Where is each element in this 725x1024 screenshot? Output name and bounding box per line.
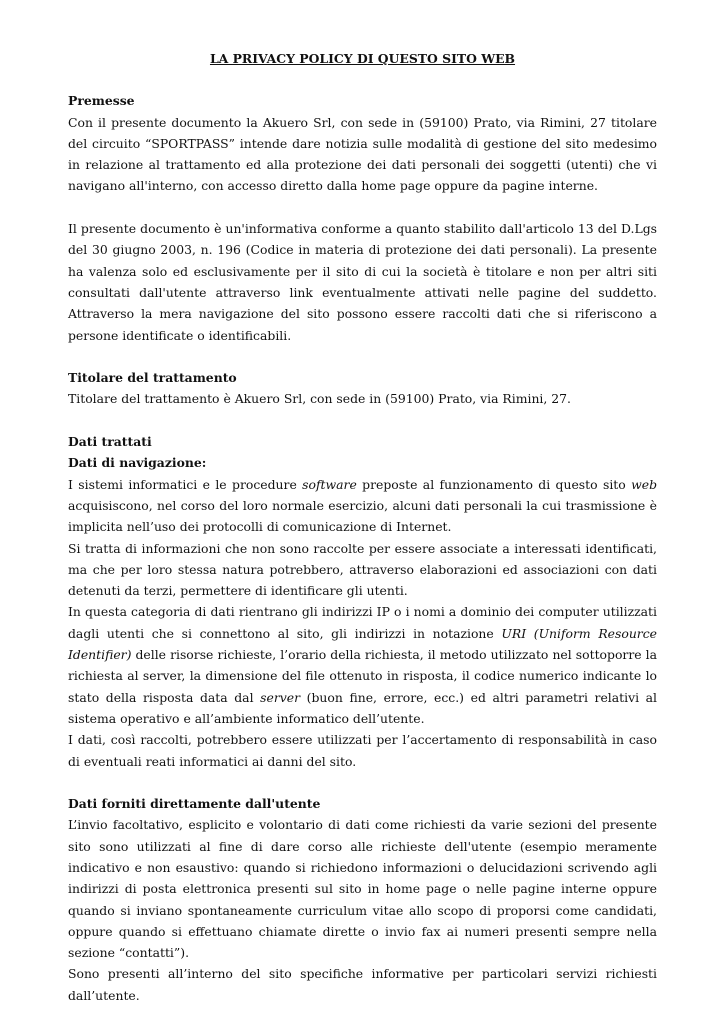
italic-uri: URI (Uniform Resource Identifier) — [68, 625, 657, 663]
titolare-paragraph: Titolare del trattamento è Akuero Srl, con sede in (59100) Prato, via Rimini, 27. — [68, 391, 571, 407]
section-titolare — [68, 367, 657, 410]
dati-forniti-paragraph-1: L’invio facoltativo, esplicito e volontario di dati come richiesti da varie sezioni del presente sito sono utilizzati al fine di dare corso alle richieste dell'utente (esempio meramente indicativo e non esaustivo: quando si richiedono informazioni o delucidazioni scrivendo agli indirizzi di posta elettronica presenti sul sito in home page o nelle pagine interne oppure quando si inviano spontaneamente curriculum vitae allo scopo di proporsi come candidati, oppure quando si effettuano chiamate dirette o invio fax ai numeri presenti sempre nella sezione “contatti”). — [68, 817, 657, 961]
text-run: delle risorse richieste, l’orario della richiesta, il metodo utilizzato nel sottoporre la richiesta al server, la dimensione del file ottenuto in risposta, il codice numerico indicante lo stato della risposta data dal — [68, 647, 657, 705]
section-premesse — [68, 90, 657, 196]
italic-web: web — [631, 476, 657, 492]
text-run: (buon fine, errore, ecc.) ed altri parametri relativi al sistema operativo e all’ambiente informatico dell’utente. — [68, 689, 658, 726]
text-run: I sistemi informatici e le procedure — [68, 476, 303, 492]
italic-software: software — [302, 476, 357, 492]
premesse-heading: Premesse — [68, 93, 135, 109]
dati-navigazione-paragraph-1 — [68, 474, 657, 538]
dati-navigazione-subheading: Dati di navigazione: — [68, 455, 207, 471]
section-dati-trattati — [68, 431, 657, 772]
dati-trattati-heading: Dati trattati — [68, 434, 152, 450]
dati-navigazione-paragraph-2: Si tratta di informazioni che non sono raccolte per essere associate a interessati identificati, ma che per loro stessa natura potrebbero, attraverso elaborazioni ed associazioni con dati detenuti da terzi, permettere di identificare gli utenti. — [68, 540, 657, 599]
dati-forniti-paragraph-2: Sono presenti all’interno del sito specifiche informative per particolari servizi richiesti dall’utente. — [68, 966, 657, 1003]
dati-navigazione-paragraph-3 — [68, 601, 657, 729]
section-premesse-informativa — [68, 218, 657, 346]
section-dati-forniti — [68, 793, 657, 1006]
dati-forniti-heading: Dati forniti direttamente dall'utente — [68, 796, 321, 812]
text-run: In questa categoria di dati rientrano gli indirizzi IP o i nomi a dominio dei computer utilizzati dagli utenti che si connettono al sito, gli indirizzi in notazione — [68, 604, 657, 641]
document-title: LA PRIVACY POLICY DI QUESTO SITO WEB — [209, 51, 516, 66]
dati-navigazione-paragraph-4: I dati, così raccolti, potrebbero essere utilizzati per l’accertamento di responsabilità in caso di eventuali reati informatici ai danni del sito. — [68, 732, 657, 769]
text-run: preposte al funzionamento di questo sito — [356, 476, 632, 492]
italic-server: server — [260, 689, 301, 705]
text-run: acquisiscono, nel corso del loro normale esercizio, alcuni dati personali la cui trasmissione è implicita nell’uso dei protocolli di comunicazione di Internet. — [68, 497, 657, 535]
premesse-paragraph-1: Con il presente documento la Akuero Srl, con sede in (59100) Prato, via Rimini, 27 titolare del circuito “SPORTPASS” intende dare notizia sulle modalità di gestione del sito medesimo in relazione al trattamento ed alla protezione dei dati personali dei soggetti (utenti) che vi navigano all'interno, con accesso diretto dalla home page oppure da pagine interne. — [68, 114, 657, 194]
premesse-paragraph-2: Il presente documento è un'informativa conforme a quanto stabilito dall'articolo 13 del D.Lgs del 30 giugno 2003, n. 196 (Codice in materia di protezione dei dati personali). La presente ha valenza solo ed esclusivamente per il sito di cui la società è titolare e non per altri siti consultati dall'utente attraverso link eventualmente attivati nelle pagine del suddetto. Attraverso la mera navigazione del sito possono essere raccolti dati che si riferiscono a persone identificate o identificabili. — [68, 221, 657, 343]
titolare-heading: Titolare del trattamento — [68, 370, 237, 386]
